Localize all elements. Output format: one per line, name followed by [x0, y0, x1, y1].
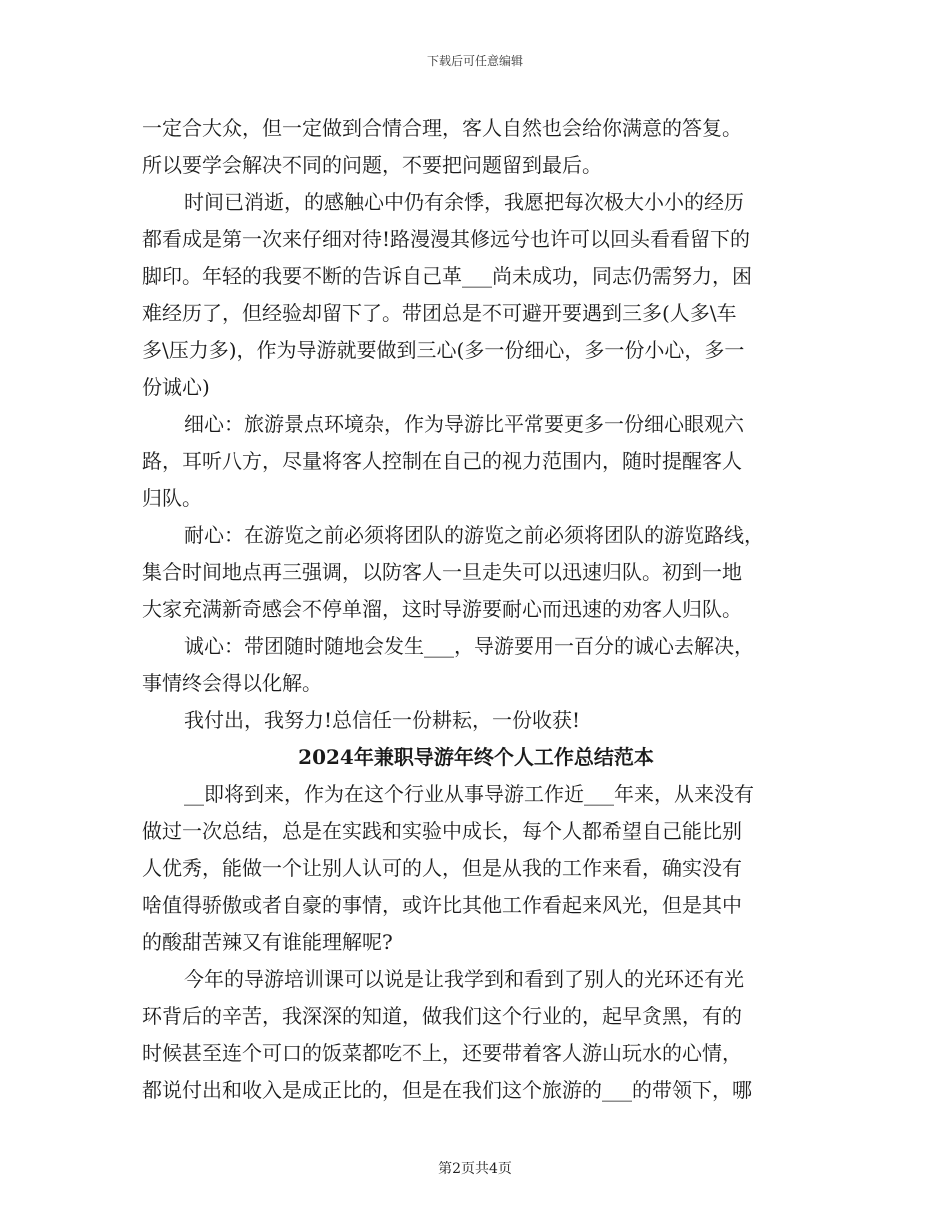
- text-line: __即将到来，作为在这个行业从事导游工作近___年来，从来没有: [184, 782, 754, 806]
- text-line: 集合时间地点再三强调，以防客人一旦走失可以迅速归队。初到一地: [142, 560, 742, 584]
- paragraph: [142, 406, 810, 517]
- text-line: 所以要学会解决不同的问题，不要把问题留到最后。: [142, 153, 602, 177]
- text-line: 都看成是第一次来仔细对待!路漫漫其修远兮也许可以回头看看留下的: [142, 227, 751, 251]
- section-title: 2024年兼职导游年终个人工作总结范本: [298, 745, 654, 769]
- text-line: 时候甚至连个可口的饭菜都吃不上，还要带着客人游山玩水的心情，: [142, 1041, 742, 1065]
- text-line: 一定合大众，但一定做到合情合理，客人自然也会给你满意的答复。: [142, 116, 742, 140]
- page-footer: 第2页共4页: [438, 1161, 512, 1177]
- paragraph: [142, 702, 810, 739]
- paragraph: [142, 961, 810, 1109]
- text-line: 耐心：在游览之前必须将团队的游览之前必须将团队的游览路线，: [184, 523, 764, 547]
- text-line: 脚印。年轻的我要不断的告诉自己革___尚未成功，同志仍需努力，困: [142, 264, 752, 288]
- paragraph: [142, 184, 810, 406]
- page-header: 下载后可任意编辑: [426, 54, 523, 68]
- text-line: 做过一次总结，总是在实践和实验中成长，每个人都希望自己能比别: [142, 819, 742, 843]
- text-line: 啥值得骄傲或者自豪的事情，或许比其他工作看起来风光，但是其中: [142, 893, 742, 917]
- text-line: 人优秀，能做一个让别人认可的人，但是从我的工作来看，确实没有: [142, 856, 742, 880]
- text-line: 的酸甜苦辣又有谁能理解呢?: [142, 930, 393, 954]
- paragraph: [142, 628, 810, 702]
- paragraph: [142, 776, 810, 961]
- text-line: 大家充满新奇感会不停单溜，这时导游要耐心而迅速的劝客人归队。: [142, 597, 742, 621]
- document-body: [142, 110, 810, 1109]
- text-line: 诚心：带团随时随地会发生___，导游要用一百分的诚心去解决，: [184, 634, 754, 658]
- paragraph: [142, 110, 810, 184]
- text-line: 我付出，我努力!总信任一份耕耘，一份收获!: [184, 708, 581, 732]
- paragraph: [142, 517, 810, 628]
- text-line: 难经历了，但经验却留下了。带团总是不可避开要遇到三多(人多\车: [142, 301, 737, 325]
- text-line: 细心：旅游景点环境杂，作为导游比平常要更多一份细心眼观六: [184, 412, 744, 436]
- text-line: 都说付出和收入是成正比的，但是在我们这个旅游的___的带领下，哪: [142, 1078, 752, 1102]
- text-line: 份诚心): [142, 375, 210, 399]
- text-line: 环背后的辛苦，我深深的知道，做我们这个行业的，起早贪黑，有的: [142, 1004, 742, 1028]
- text-line: 事情终会得以化解。: [142, 671, 322, 695]
- text-line: 今年的导游培训课可以说是让我学到和看到了别人的光环还有光: [184, 967, 744, 991]
- text-line: 路，耳听八方，尽量将客人控制在自己的视力范围内，随时提醒客人: [142, 449, 742, 473]
- text-line: 归队。: [142, 486, 202, 510]
- text-line: 时间已消逝，的感触心中仍有余悸，我愿把每次极大小小的经历: [184, 190, 744, 214]
- text-line: 多\压力多)，作为导游就要做到三心(多一份细心，多一份小心，多一: [142, 338, 745, 362]
